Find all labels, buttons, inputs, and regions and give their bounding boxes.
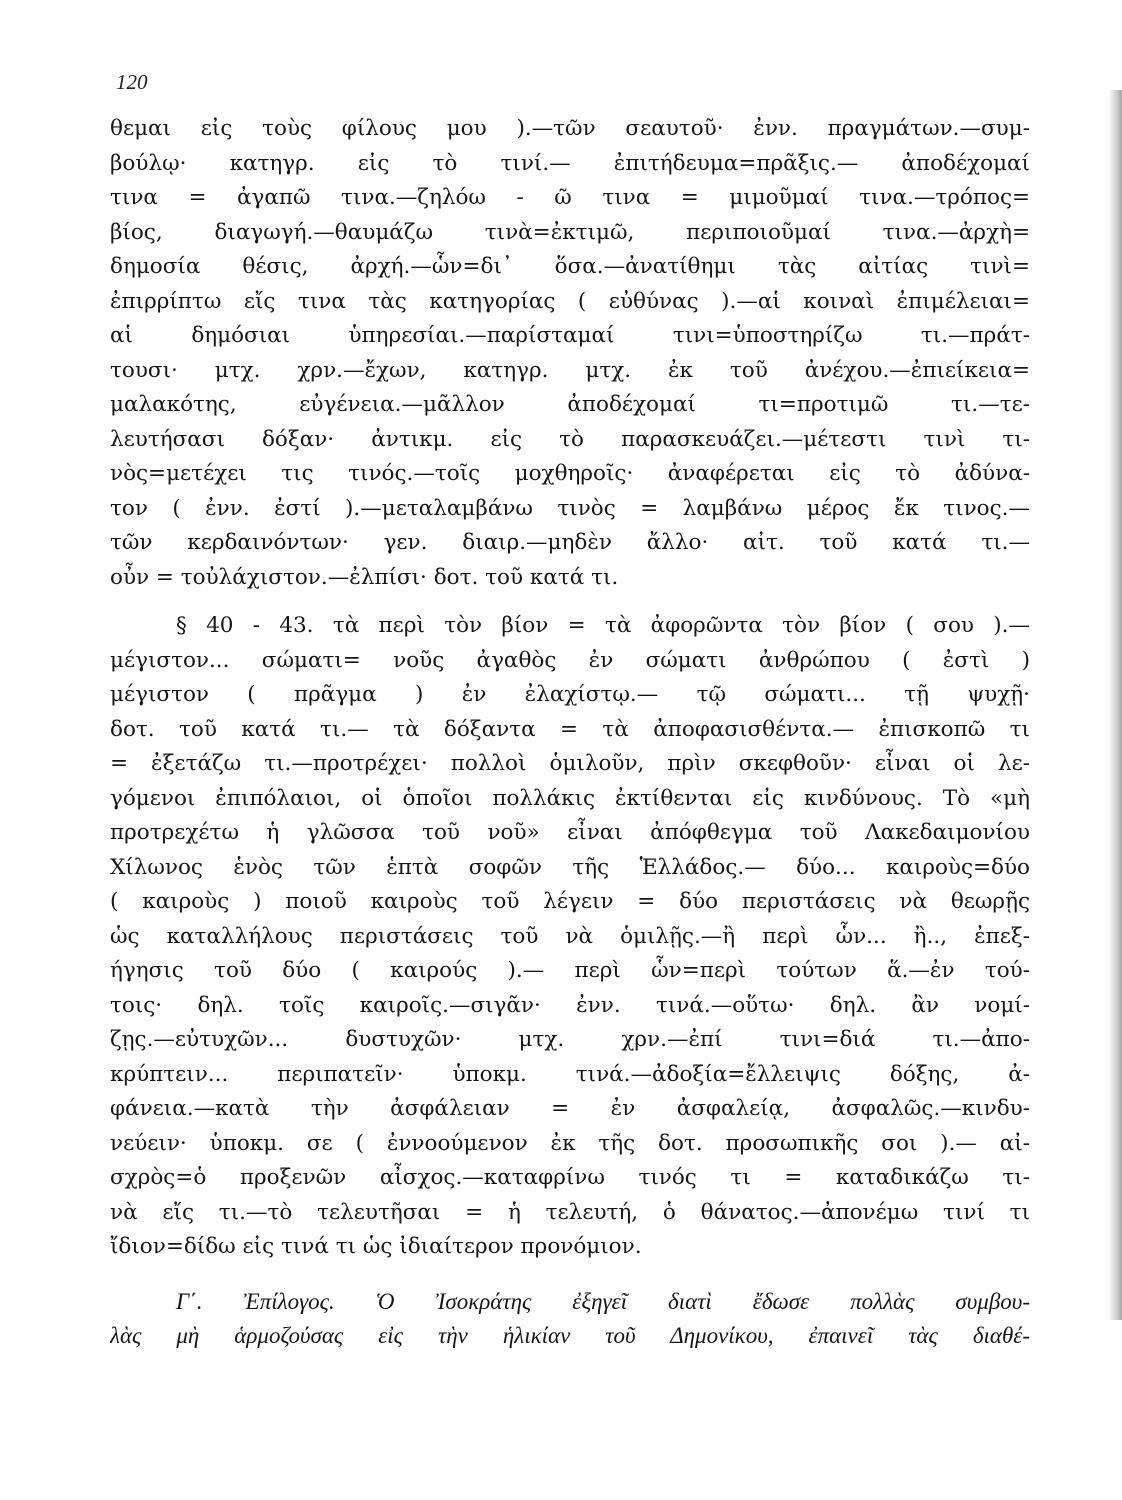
text-line: ( καιροὺς ) ποιοῦ καιροὺς τοῦ λέγειν = δύο περιστάσεις νὰ θεωρῇς [110,889,1030,914]
text-line: λὰς μὴ ἁρμοζούσας εἰς τὴν ἡλικίαν τοῦ Δημονίκου, ἐπαινεῖ τὰς διαθέ- [110,1323,1030,1348]
text-line: τοις· δηλ. τοῖς καιροῖς.—σιγᾶν· ἐνν. τινά.—οὕτω· δηλ. ἂν νομί- [110,992,1030,1018]
text-line: μέγιστον... σώματι= νοῦς ἀγαθὸς ἐν σώματι ἀνθρώπου ( ἐστὶ ) [110,647,1030,673]
text-line: μαλακότης, εὐγένεια.—μᾶλλον ἀποδέχομαί τι=προτιμῶ τι.—τε- [110,392,1030,417]
text-line: ζῃς.—εὐτυχῶν... δυστυχῶν· μτχ. χρν.—ἐπί τινι=διά τι.—ἀπο- [110,1027,1030,1052]
text-line: βούλῳ· κατηγρ. εἰς τὸ τινί.— ἐπιτήδευμα=πρᾶξις.— ἀποδέχομαί [110,150,1030,176]
text-line: βίος, διαγωγή.—θαυμάζω τινὰ=ἐκτιμῶ, περιποιοῦμαί τινα.—ἀρχὴ= [110,219,1030,245]
text-line: Χίλωνος ἑνὸς τῶν ἑπτὰ σοφῶν τῆς Ἑλλάδος.— δύο... καιροὺς=δύο [110,854,1030,880]
text-line: προτρεχέτω ἡ γλῶσσα τοῦ νοῦ» εἶναι ἀπόφθεγμα τοῦ Λακεδαιμονίου [110,820,1030,845]
text-line: νεύειν· ὑποκμ. σε ( ἐννοούμενον ἐκ τῆς δοτ. προσωπικῆς σοι ).— αἰ- [110,1130,1030,1156]
page-number: 120 [116,70,148,94]
scan-edge-shadow [1108,90,1122,1320]
text-line: δοτ. τοῦ κατά τι.— τὰ δόξαντα = τὰ ἀποφασισθέντα.— ἐπισκοπῶ τι [110,716,1030,742]
text-line: φάνεια.—κατὰ τὴν ἀσφάλειαν = ἐν ἀσφαλείᾳ, ἀσφαλῶς.—κινδυ- [110,1096,1030,1121]
text-line: λευτήσασι δόξαν· ἀντικμ. εἰς τὸ παρασκευάζει.—μέτεστι τινὶ τι- [110,426,1030,452]
text-line: οὖν = τοὐλάχιστον.—ἐλπίσι· δοτ. τοῦ κατά τι. [110,564,619,590]
commentary-text-block [110,112,1030,1354]
text-line: νὸς=μετέχει τις τινός.—τοῖς μοχθηροῖς· ἀναφέρεται εἰς τὸ ἀδύνα- [110,461,1030,486]
text-line: ἐπιρρίπτω εἴς τινα τὰς κατηγορίας ( εὐθύνας ).—αἱ κοιναὶ ἐπιμέλειαι= [110,288,1030,314]
text-line: Γ΄. Ἐπίλογος. Ὁ Ἰσοκράτης ἐξηγεῖ διατὶ ἔδωσε πολλὰς συμβου- [176,1288,1030,1314]
text-line: τουσι· μτχ. χρν.—ἔχων, κατηγρ. μτχ. ἐκ τοῦ ἀνέχου.—ἐπιείκεια= [110,357,1030,383]
text-line: ὡς καταλλήλους περιστάσεις τοῦ νὰ ὁμιλῇς.—ἢ περὶ ὧν... ἢ.., ἐπεξ- [110,923,1030,949]
text-line: αἱ δημόσιαι ὑπηρεσίαι.—παρίσταμαί τινι=ὑποστηρίζω τι.—πράτ- [110,323,1030,348]
text-line: τον ( ἐνν. ἐστί ).—μεταλαμβάνω τινὸς = λαμβάνω μέρος ἔκ τινος.— [110,495,1030,521]
text-line: γόμενοι ἐπιπόλαιοι, οἱ ὁποῖοι πολλάκις ἐκτίθενται εἰς κινδύνους. Τὸ «μὴ [110,785,1030,811]
text-line: ήγησις τοῦ δύο ( καιρούς ).— περὶ ὧν=περὶ τούτων ἅ.—ἐν τού- [110,958,1030,983]
text-line: § 40 - 43. τὰ περὶ τὸν βίον = τὰ ἀφορῶντα τὸν βίον ( σου ).— [176,613,1030,638]
text-line: ἴδιον=δίδω εἰς τινά τι ὡς ἰδιαίτερον προνόμιον. [110,1234,642,1259]
text-line: κρύπτειν... περιπατεῖν· ὑποκμ. τινά.—ἀδοξία=ἔλλειψις δόξης, ἀ- [110,1061,1030,1087]
text-line: δημοσία θέσις, ἀρχή.—ὧν=δι᾽ ὅσα.—ἀνατίθημι τὰς αἰτίας τινὶ= [110,254,1030,279]
text-line: θεμαι εἰς τοὺς φίλους μου ).—τῶν σεαυτοῦ· ἐνν. πραγμάτων.—συμ- [110,116,1030,141]
text-line: τινα = ἀγαπῶ τινα.—ζηλόω - ῶ τινα = μιμοῦμαί τινα.—τρόπος= [110,185,1030,210]
text-line: μέγιστον ( πρᾶγμα ) ἐν ἐλαχίστῳ.— τῷ σώματι... τῇ ψυχῇ· [110,682,1030,707]
text-line: τῶν κερδαινόντων· γεν. διαιρ.—μηδὲν ἄλλο· αἰτ. τοῦ κατά τι.— [110,530,1030,555]
text-line: σχρὸς=ὁ προξενῶν αἶσχος.—καταφρίνω τινός τι = καταδικάζω τι- [110,1165,1030,1190]
text-line: = ἐξετάζω τι.—προτρέχει· πολλοὶ ὁμιλοῦν, πρὶν σκεφθοῦν· εἶναι οἱ λε- [110,751,1030,776]
text-line: νὰ εἴς τι.—τὸ τελευτῆσαι = ἡ τελευτή, ὁ θάνατος.—ἀπονέμω τινί τι [110,1199,1030,1225]
